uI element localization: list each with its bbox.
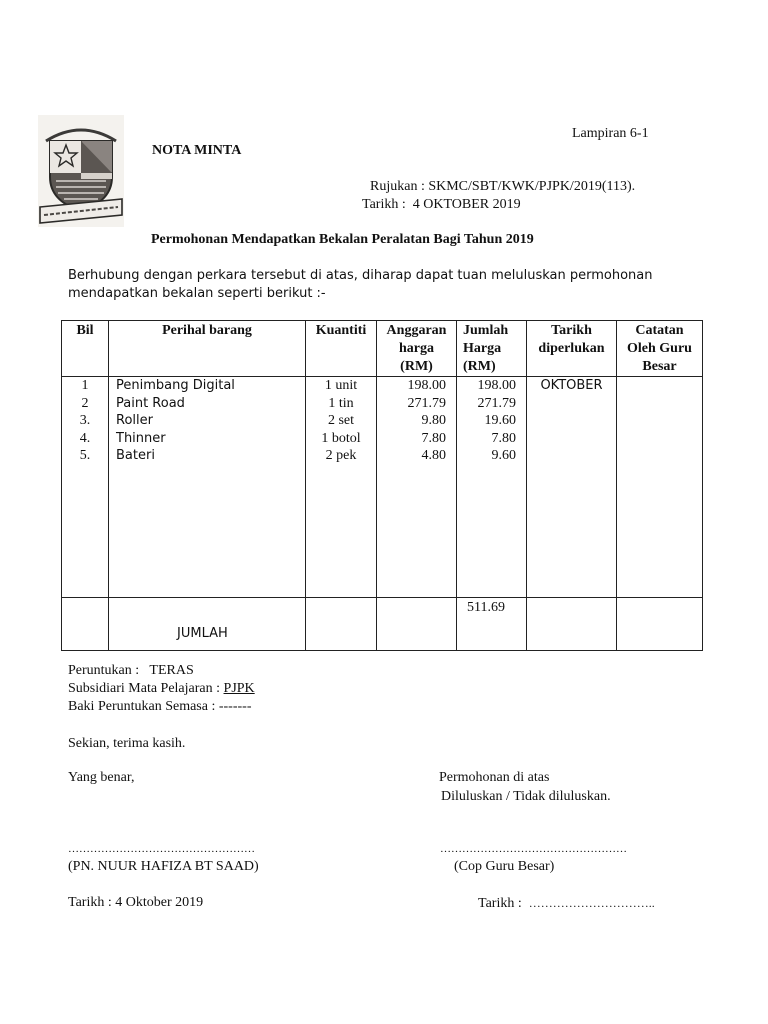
table-row-1-jumlah: 198.00	[477, 378, 516, 393]
table-row-3-anggaran: 9.80	[421, 413, 446, 428]
table-row-5-perihal: Bateri	[116, 448, 155, 463]
intro-line-1: Berhubung dengan perkara tersebut di atas, diharap dapat tuan meluluskan permohonan	[68, 268, 653, 283]
table-total-row	[62, 598, 703, 651]
greeting-text: Yang benar,	[68, 770, 135, 785]
subject-heading: Permohonan Mendapatkan Bekalan Peralatan Bagi Tahun 2019	[151, 232, 534, 247]
table-row-5-bil: 5.	[79, 448, 91, 463]
table-items-row	[62, 377, 703, 598]
perihal-column	[109, 377, 306, 598]
jumlah-column	[457, 377, 527, 598]
table-row-5-kuantiti: 2 pek	[325, 448, 357, 463]
table-row-4-perihal: Thinner	[116, 430, 166, 446]
requester-date: Tarikh : 4 Oktober 2019	[68, 895, 204, 910]
table-row-4-jumlah: 7.80	[491, 430, 516, 446]
table-row-2-jumlah: 271.79	[477, 395, 516, 411]
header-kuantiti: Kuantiti	[306, 321, 377, 377]
requisition-table	[61, 320, 703, 651]
header-tarikh: Tarikh diperlukan	[527, 321, 617, 377]
intro-line-2: mendapatkan bekalan seperti berikut :-	[68, 286, 326, 301]
table-row-3-kuantiti: 2 set	[327, 413, 355, 428]
total-label: JUMLAH	[109, 598, 306, 651]
catatan-column	[617, 377, 703, 598]
table-row-2-anggaran: 271.79	[407, 395, 446, 411]
closing-text: Sekian, terima kasih.	[68, 736, 186, 751]
peruntukan-value: TERAS	[149, 663, 194, 678]
principal-stamp-label: (Cop Guru Besar)	[454, 859, 555, 874]
table-row-1-anggaran: 198.00	[407, 378, 446, 393]
subsidiari-value: PJPK	[223, 681, 255, 696]
table-header-row	[62, 321, 703, 377]
approval-line-1: Permohonan di atas	[439, 770, 550, 785]
tarikh-diperlukan-value: OKTOBER	[540, 378, 603, 393]
header-date-value: 4 OKTOBER 2019	[412, 197, 521, 212]
table-row-3-bil: 3.	[79, 413, 91, 428]
table-row-2-kuantiti: 1 tin	[328, 395, 354, 411]
subsidiari-line	[68, 680, 255, 698]
header-anggaran: Anggaran harga (RM)	[377, 321, 457, 377]
peruntukan-label: Peruntukan :	[68, 663, 140, 678]
table-row-1-perihal: Penimbang Digital	[116, 378, 235, 393]
table-row-3-perihal: Roller	[116, 413, 153, 428]
baki-line: Baki Peruntukan Semasa : -------	[68, 699, 252, 714]
total-value: 511.69	[457, 598, 527, 651]
table-row-1-kuantiti: 1 unit	[324, 378, 358, 393]
approval-date-label: Tarikh :	[478, 896, 522, 911]
document-title: NOTA MINTA	[152, 143, 242, 158]
bil-column	[62, 377, 109, 598]
header-catatan: Catatan Oleh Guru Besar	[617, 321, 703, 377]
approval-line-2: Diluluskan / Tidak diluluskan.	[441, 789, 611, 804]
anggaran-column	[377, 377, 457, 598]
table-row-5-jumlah: 9.60	[491, 448, 516, 463]
table-row-3-jumlah: 19.60	[484, 413, 516, 428]
school-crest-icon	[38, 115, 124, 227]
header-perihal: Perihal barang	[109, 321, 306, 377]
table-row-4-bil: 4.	[79, 430, 91, 446]
requester-name: (PN. NUUR HAFIZA BT SAAD)	[68, 859, 259, 874]
right-signature-line: ……………………………………………	[440, 843, 627, 855]
table-row-2-perihal: Paint Road	[116, 395, 185, 411]
table-row-4-anggaran: 7.80	[421, 430, 446, 446]
header-jumlah: Jumlah Harga (RM)	[457, 321, 527, 377]
lampiran-label: Lampiran 6-1	[572, 126, 649, 141]
approval-date-dots: …………………………..	[528, 896, 655, 910]
kuantiti-column	[306, 377, 377, 598]
table-row-2-bil: 2	[81, 395, 89, 411]
table-row-4-kuantiti: 1 botol	[321, 430, 361, 446]
table-row-5-anggaran: 4.80	[421, 448, 446, 463]
table-row-1-bil: 1	[81, 378, 89, 393]
tarikh-column	[527, 377, 617, 598]
header-date-label: Tarikh :	[362, 197, 406, 212]
subsidiari-label: Subsidiari Mata Pelajaran :	[68, 681, 221, 696]
header-bil: Bil	[62, 321, 109, 377]
left-signature-line: ……………………………………………	[68, 843, 255, 855]
header-date	[362, 196, 521, 214]
rujukan-text: Rujukan : SKMC/SBT/KWK/PJPK/2019(113).	[370, 179, 636, 194]
approval-date	[478, 894, 655, 913]
peruntukan-line	[68, 662, 194, 680]
